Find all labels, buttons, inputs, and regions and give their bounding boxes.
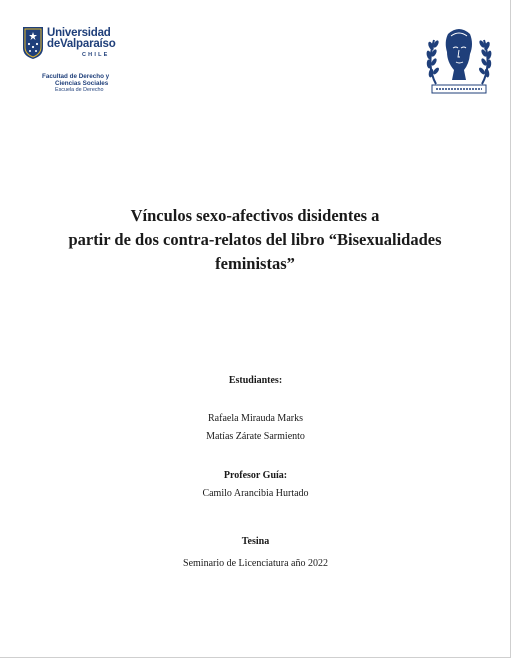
title-line1: Vínculos sexo-afectivos disidentes a: [130, 206, 380, 225]
university-logo: [22, 24, 132, 96]
title-line3: feministas”: [215, 254, 295, 273]
university-shield-icon: [22, 26, 44, 60]
university-country: CHILE: [82, 52, 110, 58]
university-name-line2: deValparaíso: [47, 38, 116, 50]
thesis-label: Tesina: [241, 536, 270, 547]
university-name: [47, 28, 137, 50]
title-line2: partir de dos contra-relatos del libro “Bisexualidades: [68, 230, 442, 249]
faculty-line1: Facultad de Derecho y: [42, 73, 110, 80]
student-name: Matías Zárate Sarmiento: [206, 431, 305, 442]
document-title: [60, 204, 450, 276]
students-label: Estudiantes:: [228, 375, 283, 386]
laurel-head-seal-icon: [422, 22, 496, 98]
university-name-line1: Universidad: [47, 27, 111, 39]
faculty-line2: Ciencias Sociales: [55, 80, 109, 87]
advisor-label: Profesor Guía:: [223, 470, 288, 481]
thesis-detail: Seminario de Licenciatura año 2022: [183, 558, 328, 569]
faculty-name: [42, 73, 132, 87]
school-name: Escuela de Derecho: [55, 87, 104, 93]
advisor-name: Camilo Arancibia Hurtado: [202, 488, 309, 499]
student-name: Rafaela Mirauda Marks: [208, 413, 303, 424]
